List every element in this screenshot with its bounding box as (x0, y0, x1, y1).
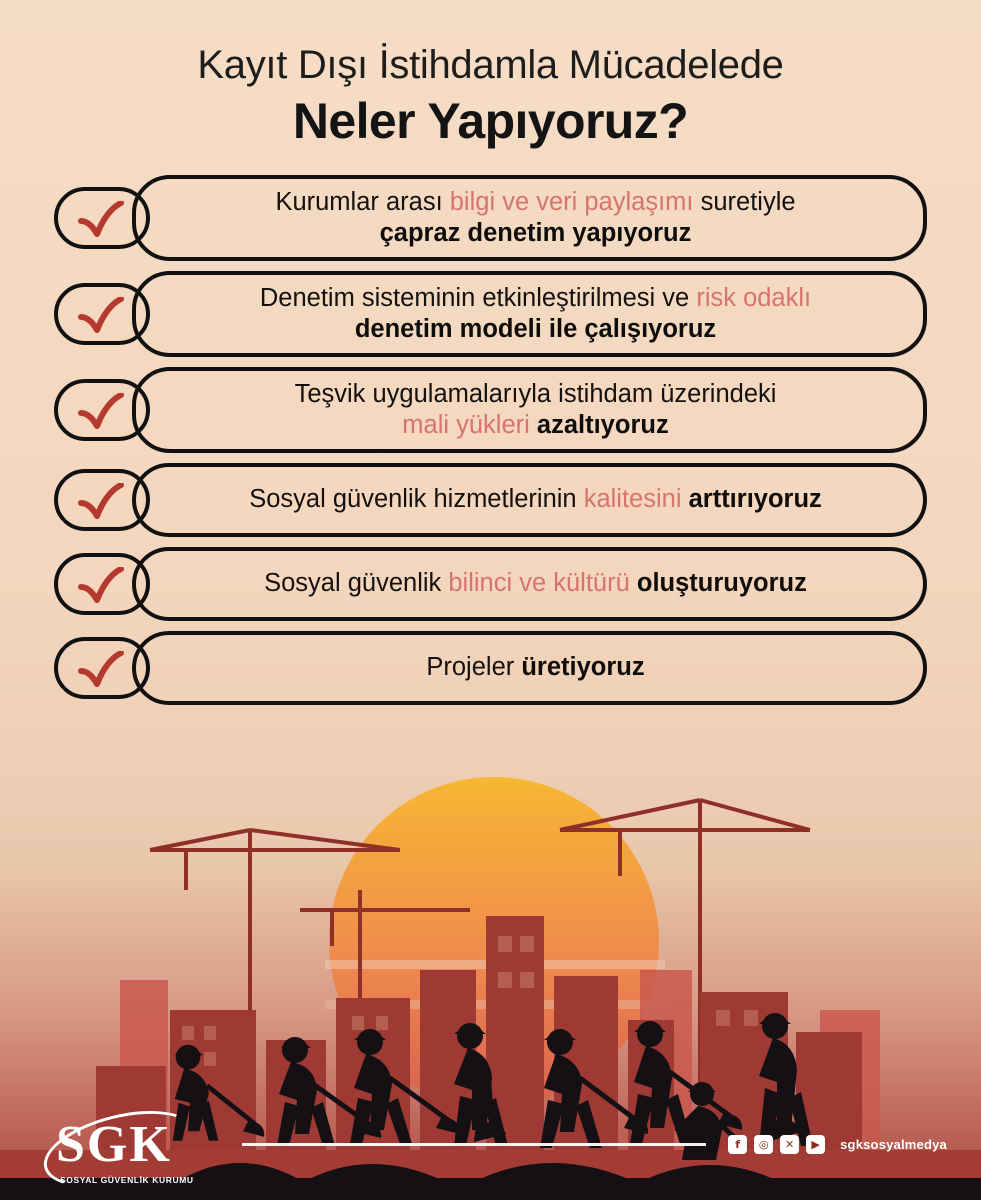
text-segment: Sosyal güvenlik hizmetlerinin (249, 485, 584, 514)
sgk-logo (34, 1101, 220, 1187)
x-icon[interactable]: ✕ (780, 1135, 799, 1154)
bullet-list (54, 175, 927, 705)
check-icon (78, 393, 124, 433)
check-icon (78, 483, 124, 523)
bullet-text-line (275, 187, 795, 218)
text-segment: mali yükleri (402, 411, 537, 439)
bullet-pill (132, 271, 927, 357)
title-line-1: Kayıt Dışı İstihdamla Mücadelede (197, 43, 784, 87)
youtube-icon[interactable]: ▶ (806, 1135, 825, 1154)
bullet-text (260, 283, 811, 345)
bullet-text-line (264, 568, 807, 599)
page-title (0, 0, 981, 149)
bullet-text-line (249, 484, 822, 515)
check-icon (78, 651, 124, 691)
bullet-text-line (260, 314, 811, 345)
logo-subtitle: SOSYAL GÜVENLİK KURUMU (60, 1175, 194, 1185)
text-segment: azaltıyoruz (536, 411, 669, 439)
bullet-text (249, 484, 822, 515)
bullet-item (54, 367, 927, 453)
bullet-pill (132, 175, 927, 261)
bullet-pill (132, 463, 927, 537)
text-segment: bilinci ve kültürü (448, 569, 637, 598)
text-segment: Projeler (426, 653, 522, 682)
bullet-text (264, 568, 807, 599)
title-line-2: Neler Yapıyoruz? (292, 93, 689, 149)
bullet-item (54, 271, 927, 357)
text-segment: suretiyle (693, 187, 796, 216)
bullet-pill (132, 547, 927, 621)
bullet-text (426, 652, 644, 683)
text-segment: bilgi ve veri paylaşımı (449, 187, 694, 216)
bullet-item (54, 631, 927, 705)
bullet-text-line (260, 283, 811, 314)
bullet-pill (132, 631, 927, 705)
bullet-pill (132, 367, 927, 453)
text-segment: denetim modeli ile çalışıyoruz (354, 315, 717, 343)
social-links (728, 1135, 947, 1154)
bullet-text (295, 379, 777, 441)
check-icon (78, 297, 124, 337)
text-segment: Sosyal güvenlik (264, 569, 449, 598)
check-icon (78, 201, 124, 241)
bullet-text-line (295, 410, 777, 441)
facebook-icon[interactable]: f (728, 1135, 747, 1154)
text-segment: çapraz denetim yapıyoruz (379, 219, 692, 247)
instagram-icon[interactable]: ◎ (754, 1135, 773, 1154)
text-segment: oluşturuyoruz (636, 569, 807, 598)
bullet-text (275, 187, 795, 249)
text-segment: Teşvik uygulamalarıyla istihdam üzerindeki (294, 379, 777, 408)
bullet-text-line (295, 379, 777, 410)
text-segment: arttırıyoruz (688, 485, 822, 514)
bullet-item (54, 463, 927, 537)
footer-divider (242, 1143, 706, 1146)
text-segment: üretiyoruz (521, 653, 645, 682)
bullet-item (54, 175, 927, 261)
bullet-item (54, 547, 927, 621)
bullet-text-line (426, 652, 644, 683)
text-segment: risk odaklı (696, 283, 812, 312)
footer (0, 1088, 981, 1200)
bullet-text-line (275, 218, 795, 249)
text-segment: Denetim sisteminin etkinleştirilmesi ve (259, 283, 697, 312)
check-icon (78, 567, 124, 607)
text-segment: Kurumlar arası (275, 187, 450, 216)
logo-wordmark: SGK (56, 1116, 172, 1173)
text-segment: kalitesini (583, 485, 689, 514)
social-handle: sgksosyalmedya (840, 1136, 947, 1152)
